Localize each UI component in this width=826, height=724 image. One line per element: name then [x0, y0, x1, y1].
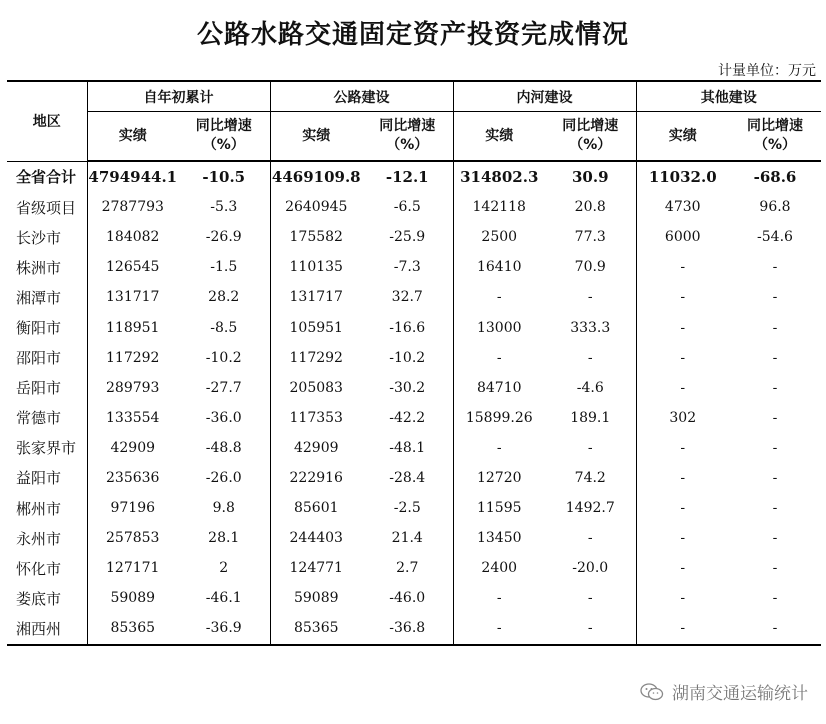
growth-cell: 1492.7: [565, 500, 615, 517]
actual-cell: 2640945: [270, 192, 362, 222]
region-cell: 郴州市: [16, 499, 62, 518]
region-cell: 常德市: [16, 409, 62, 428]
actual-cell: 289793: [87, 373, 178, 403]
growth-header: [178, 112, 270, 162]
unit-label: 计量单位：万元: [718, 63, 816, 79]
actual-cell: 117292: [87, 343, 178, 373]
growth-cell: 32.7: [391, 289, 423, 306]
growth-cell: -: [772, 259, 778, 276]
actual-cell: -: [636, 373, 729, 403]
region-cell: 湘潭市: [16, 288, 62, 307]
growth-cell: -: [772, 409, 778, 426]
actual-cell: 12720: [453, 463, 545, 493]
table-row: [7, 433, 821, 463]
table-body: [7, 161, 821, 645]
growth-cell: -36.9: [178, 613, 270, 644]
growth-cell: -: [772, 349, 778, 366]
actual-cell: 131717: [270, 282, 362, 312]
growth-cell: -36.0: [205, 409, 242, 426]
actual-header: 实绩: [636, 112, 729, 162]
table-row: [7, 222, 821, 252]
actual-cell: 105951: [270, 312, 362, 342]
growth-cell: -1.5: [210, 259, 238, 276]
actual-cell: 11595: [453, 493, 545, 523]
actual-cell: 59089: [270, 583, 362, 613]
growth-header-line2: （%）: [386, 137, 429, 153]
actual-header: 实绩: [87, 112, 178, 162]
actual-cell: 4469109.8: [270, 161, 362, 192]
actual-cell: -: [453, 282, 545, 312]
actual-cell: -: [453, 433, 545, 463]
header-sub-row: [7, 112, 821, 162]
actual-cell: 131717: [87, 282, 178, 312]
actual-cell: 244403: [270, 523, 362, 553]
growth-cell: 28.1: [208, 530, 240, 547]
table-row: [7, 343, 821, 373]
actual-cell: 2787793: [87, 192, 178, 222]
actual-cell: 117292: [270, 343, 362, 373]
growth-header: [362, 112, 453, 162]
actual-cell: 302: [636, 403, 729, 433]
actual-cell: -: [636, 312, 729, 342]
region-cell: 全省合计: [16, 168, 77, 187]
table-row: [7, 282, 821, 312]
table-row: [7, 493, 821, 523]
actual-header: 实绩: [453, 112, 545, 162]
growth-cell: -: [772, 500, 778, 517]
growth-cell: 20.8: [574, 199, 606, 216]
region-cell: 株洲市: [16, 258, 62, 277]
growth-cell: -: [587, 530, 593, 547]
growth-cell: 30.9: [571, 168, 609, 187]
actual-cell: 15899.26: [453, 403, 545, 433]
growth-cell: -26.0: [205, 469, 242, 486]
growth-cell: -25.9: [389, 229, 426, 246]
growth-cell: -: [772, 560, 778, 577]
growth-cell: -: [587, 590, 593, 607]
actual-cell: 85365: [270, 613, 362, 644]
table-row: [7, 403, 821, 433]
actual-cell: 2500: [453, 222, 545, 252]
actual-cell: -: [453, 583, 545, 613]
growth-cell: -: [772, 590, 778, 607]
growth-cell: 333.3: [570, 319, 611, 336]
growth-header-line2: （%）: [753, 137, 797, 153]
growth-header: [545, 112, 636, 162]
growth-cell: -46.0: [389, 590, 426, 607]
actual-cell: 11032.0: [636, 161, 729, 192]
growth-header-line1: 同比增速: [195, 118, 252, 134]
growth-cell: -48.8: [205, 439, 242, 456]
growth-cell: -: [772, 319, 778, 336]
actual-cell: 110135: [270, 252, 362, 282]
header-group-row: [7, 81, 821, 112]
group-header-ytd: 自年初累计: [87, 81, 270, 112]
actual-cell: -: [636, 523, 729, 553]
table-row: [7, 613, 821, 644]
growth-header-line1: 同比增速: [379, 118, 436, 134]
growth-header-line1: 同比增速: [562, 118, 619, 134]
actual-cell: 2400: [453, 553, 545, 583]
growth-cell: -42.2: [389, 409, 426, 426]
growth-cell: -: [587, 439, 593, 456]
actual-cell: 175582: [270, 222, 362, 252]
actual-cell: 85365: [87, 613, 178, 644]
region-header: 地区: [7, 81, 87, 161]
actual-cell: -: [636, 493, 729, 523]
growth-cell: -30.2: [389, 379, 426, 396]
region-cell: 永州市: [16, 529, 62, 548]
actual-cell: 84710: [453, 373, 545, 403]
actual-cell: -: [636, 553, 729, 583]
growth-header: [729, 112, 821, 162]
region-cell: 娄底市: [16, 589, 62, 608]
investment-table: [7, 80, 821, 646]
region-cell: 湘西州: [7, 613, 87, 644]
actual-cell: -: [636, 252, 729, 282]
page-title: 公路水路交通固定资产投资完成情况: [196, 20, 629, 50]
growth-cell: 28.2: [208, 289, 240, 306]
table-row: [7, 192, 821, 222]
growth-cell: 189.1: [570, 409, 611, 426]
region-cell: 省级项目: [16, 198, 77, 217]
growth-cell: -16.6: [389, 319, 426, 336]
actual-cell: 97196: [87, 493, 178, 523]
region-cell: 邵阳市: [16, 349, 62, 368]
growth-cell: 21.4: [391, 530, 423, 547]
growth-cell: -46.1: [205, 590, 242, 607]
growth-header-line2: （%）: [202, 137, 245, 153]
growth-cell: -: [545, 613, 636, 644]
actual-cell: 59089: [87, 583, 178, 613]
growth-cell: -26.9: [205, 229, 242, 246]
growth-cell: 96.8: [759, 199, 791, 216]
growth-cell: -12.1: [385, 168, 429, 187]
table-row: [7, 553, 821, 583]
growth-cell: -: [772, 439, 778, 456]
actual-header: 实绩: [270, 112, 362, 162]
growth-header-line1: 同比增速: [747, 118, 803, 134]
actual-cell: 16410: [453, 252, 545, 282]
table-row: [7, 312, 821, 342]
growth-cell: -2.5: [393, 500, 421, 517]
growth-cell: -: [772, 379, 778, 396]
growth-cell: -20.0: [572, 560, 609, 577]
actual-cell: 235636: [87, 463, 178, 493]
actual-cell: -: [636, 583, 729, 613]
actual-cell: 117353: [270, 403, 362, 433]
actual-cell: 124771: [270, 553, 362, 583]
growth-cell: -27.7: [205, 379, 242, 396]
growth-cell: -10.2: [205, 349, 242, 366]
actual-cell: 222916: [270, 463, 362, 493]
growth-cell: -28.4: [389, 469, 426, 486]
group-header-other: 其他建设: [636, 81, 821, 112]
actual-cell: 127171: [87, 553, 178, 583]
watermark-text: 湖南交通运输统计: [672, 684, 808, 704]
table-row: [7, 463, 821, 493]
actual-cell: 4794944.1: [87, 161, 178, 192]
actual-cell: -: [636, 282, 729, 312]
growth-cell: -36.8: [362, 613, 453, 644]
growth-cell: 2.7: [396, 560, 419, 577]
actual-cell: 42909: [270, 433, 362, 463]
actual-cell: 257853: [87, 523, 178, 553]
actual-cell: 118951: [87, 312, 178, 342]
region-cell: 益阳市: [16, 469, 62, 488]
actual-cell: -: [636, 613, 729, 644]
region-cell: 长沙市: [16, 228, 62, 247]
growth-cell: -10.5: [202, 168, 246, 187]
actual-cell: 4730: [636, 192, 729, 222]
actual-cell: 42909: [87, 433, 178, 463]
actual-cell: 133554: [87, 403, 178, 433]
total-row: [7, 161, 821, 192]
growth-cell: -: [587, 289, 593, 306]
growth-cell: 9.8: [212, 500, 235, 517]
growth-cell: -68.6: [753, 168, 797, 187]
growth-cell: 74.2: [574, 469, 606, 486]
region-cell: 岳阳市: [16, 379, 62, 398]
growth-cell: -: [772, 530, 778, 547]
table-row: [7, 523, 821, 553]
actual-cell: 13000: [453, 312, 545, 342]
growth-cell: -10.2: [389, 349, 426, 366]
table-row: [7, 252, 821, 282]
actual-cell: 205083: [270, 373, 362, 403]
group-header-highway: 公路建设: [270, 81, 453, 112]
actual-cell: 142118: [453, 192, 545, 222]
region-cell: 怀化市: [16, 559, 62, 578]
actual-cell: -: [636, 463, 729, 493]
growth-cell: -48.1: [389, 439, 426, 456]
region-cell: 衡阳市: [16, 319, 62, 338]
actual-cell: -: [636, 433, 729, 463]
actual-cell: -: [636, 343, 729, 373]
table-row: [7, 583, 821, 613]
growth-cell: 2: [219, 560, 229, 577]
table-row: [7, 373, 821, 403]
actual-cell: 184082: [87, 222, 178, 252]
group-header-inland-waterway: 内河建设: [453, 81, 636, 112]
growth-header-line2: （%）: [569, 137, 612, 153]
actual-cell: -: [453, 613, 545, 644]
watermark: [640, 679, 808, 704]
region-cell: 张家界市: [16, 439, 77, 458]
growth-cell: -54.6: [757, 229, 793, 246]
growth-cell: 70.9: [574, 259, 606, 276]
growth-cell: 77.3: [574, 229, 606, 246]
growth-cell: -: [729, 613, 821, 644]
growth-cell: -: [772, 289, 778, 306]
actual-cell: 126545: [87, 252, 178, 282]
actual-cell: 6000: [636, 222, 729, 252]
growth-cell: -: [772, 469, 778, 486]
actual-cell: 314802.3: [453, 161, 545, 192]
growth-cell: -7.3: [393, 259, 421, 276]
actual-cell: 13450: [453, 523, 545, 553]
growth-cell: -4.6: [576, 379, 604, 396]
wechat-icon: [640, 683, 664, 701]
growth-cell: -6.5: [393, 199, 421, 216]
actual-cell: 85601: [270, 493, 362, 523]
growth-cell: -5.3: [210, 199, 238, 216]
actual-cell: -: [453, 343, 545, 373]
growth-cell: -: [587, 349, 593, 366]
growth-cell: -8.5: [210, 319, 238, 336]
